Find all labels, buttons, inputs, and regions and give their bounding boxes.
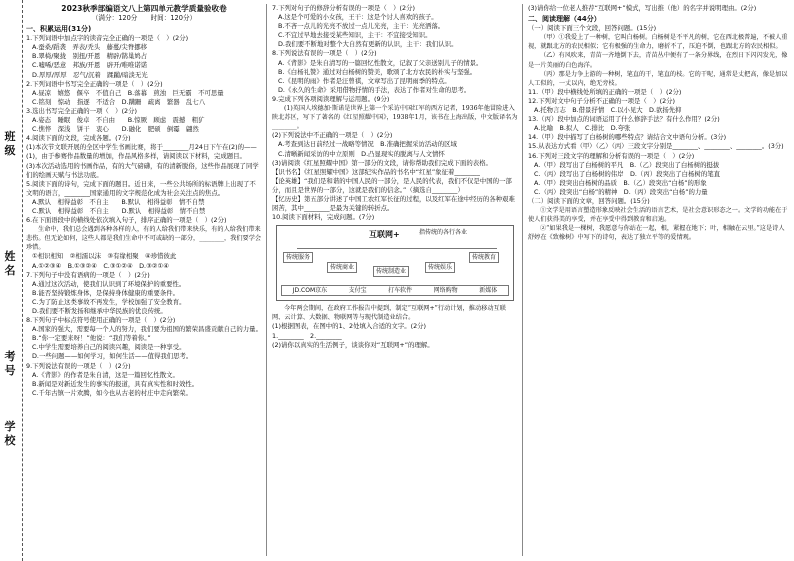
question-text: 【识书名】《红星照耀中国》这部纪实作品的书名中“红星”象征着________ [272, 167, 480, 176]
question-text: (2)请你以真实的生活例子，谈谈你对“互联网+”的理解。 [272, 340, 434, 349]
answer-options: C.憔悴 深浅 饼干 衷心 D.融化 肥硕 倒霉 翩然 [32, 125, 199, 134]
answer-options: B.《白杨礼赞》通过对白杨树的赞美，歌颂了北方农民的朴实与坚强。 [278, 67, 477, 76]
answer-options: D.厚厚/厚厚 忍气/沉着 蹂躏/暗淡无光 [32, 70, 148, 79]
diagram-bottom-item: 打车软件 [388, 287, 413, 295]
diagram-line [297, 248, 497, 249]
question-text: 12.下列对文中句子分析不正确的一项是（ ）(2分) [528, 96, 676, 105]
question-text: 14.（甲）段中描写了白杨树的哪些特点？请结合文中语句分析。(3分) [528, 133, 727, 142]
question-text: (1)根据图表，在图中的1、2处填入合适的文字。(2分) [272, 322, 427, 331]
section-heading: 二、阅读理解（44分） [528, 15, 601, 24]
question-text: 15.从表达方式看（甲）（乙）（丙）三段文字分别是________、________、________。(3分) [528, 142, 784, 151]
diagram-node: 传统商业 [327, 262, 357, 273]
answer-options: A.昼凉 嬉悠 偃卒 不值自己 B.落幕 煎浊 巨无霸 不可思量 [32, 88, 224, 97]
question-text: 13.（丙）段中加点的词语运用了什么修辞手法？有什么作用？(2分) [528, 115, 720, 124]
answer-options: A.《背影》是朱自清写的一篇回忆性散文，记叙了父亲送别儿子的情景。 [278, 58, 483, 67]
column-2-content-bottom [272, 304, 518, 349]
answer-options: D.《永久的生命》采用借物抒情的手法，表达了作者对生命的思考。 [278, 85, 471, 94]
question-text: 5.阅读下面的诗句，完成下面的题目。近日来，一些公共场所的标语牌上出现了不文明的语言，________国家通用的文字规范化成为社会关注点的焦点。 [26, 179, 256, 197]
question-text: (2)下列说法中不正确的一项是（ ）(2分) [272, 131, 393, 140]
answer-options: D.我们要不断地对整个大自然有更新的认识，主干：我们认识。 [278, 40, 458, 49]
diagram-bottom-item: 新媒体 [479, 287, 498, 295]
answer-options: A.比喻 B.拟人 C.排比 D.夸张 [534, 124, 631, 133]
reading-passage: 今年两会期间，在政府工作报告中提到，制定“互联网+”行动计划，推动移动互联网、云计算、大数据、物联网等与现代制造业结合。 [272, 305, 506, 322]
diagram-top-label: 指传统的各行各业 [419, 229, 468, 237]
answer-options: C.《昆明的雨》作者是汪曾祺，文章写出了昆明雨季的特点。 [278, 76, 451, 85]
answer-options: C.千年古镇一片欢腾，如今也从古老的村庄中走向繁荣。 [32, 388, 192, 397]
question-text: 3.选出书写完全正确的一项（ ）(2分) [26, 106, 138, 115]
reading-passage: ②“如果我是一棵树，我愿意与你站在一起，根，紧握在地下；叶，相触在云里。”这是诗人舒婷在《致橡树》中写下的诗句，表达了独立平等的爱情观。 [528, 225, 785, 242]
diagram-node: 传统服务 [283, 252, 313, 263]
question-text: 2.下列词语中书写完全正确的一项是（ ）(2分) [26, 79, 163, 88]
diagram-hub: 互联网+ [369, 230, 400, 240]
gutter-label-class: 班级 [4, 130, 16, 157]
question-text: 1.下列词语中加点字的读音完全正确的一项是（ ）(2分) [26, 34, 189, 43]
question-text: 9.完成下列各项阅读理解与运用题。(9分) [272, 94, 390, 103]
answer-options: A.通过这次活动，使我们认识到了环境保护的重要性。 [32, 279, 186, 288]
answer-options: ①相识相知 ②相濡以沫 ③有缘相聚 ④珍惜彼此 [32, 252, 177, 261]
question-text: （一）阅读下面三个文段，回答问题。(15分) [528, 24, 657, 33]
answer-options: B.新闻是对新近发生的事实的报道，具有真实性和时效性。 [32, 379, 199, 388]
question-text: 8.下列句子中标点符号使用正确的一项是（ ）(2分) [26, 316, 176, 325]
answer-options: A.（甲）段突出白杨树的品质 B.（乙）段突出“白杨”的形象 [534, 178, 707, 187]
gutter-label-school: 学校 [4, 420, 16, 447]
answer-options: C.（丙）段写出了白杨树的伟岸 D.（丙）段突出了白杨树的笔直 [534, 169, 720, 178]
question-text: (3)请你给一位老人推荐“互联网+”模式，写出推（他）的名字并说明理由。(2分) [528, 4, 757, 12]
answer-options: C.嘘唏/恶意 邦族/开恩 辟开/唯唯诺诺 [32, 61, 148, 70]
question-text: 10.阅读下面材料，完成问题。(7分) [272, 213, 375, 222]
answer-options: A.国家的强大，需要每一个人的努力，我们要为祖国的繁荣昌盛贡献自己的力量。 [32, 325, 262, 334]
answer-options: A.默认 相得益彰 不自主 B.默认 相得益彰 情不自禁 [32, 197, 205, 206]
question-text: 9.下列说法有误的一项是（ ）(2分) [26, 361, 131, 370]
answer-options: A.①②③④ B.①③②④ C.③①②④ D.③②①④ [32, 261, 169, 270]
answer-options: C.清晰新闻采访的中立原则 D.凸显现实的脱离与人文情怀 [278, 149, 445, 158]
reading-passage: (1)英国人埃德加·斯诺是世界上第一个采访中国红军的西方记者，1936年他冒险进入陕北苏区，写下了著名的《红星照耀中国》，1938年1月，该书在上海出版，中文版译名为________。 [272, 105, 518, 131]
question-text: 4.阅读下面的文段，完成各题。(7分) [26, 134, 131, 143]
reading-passage: （乙）有风吹来，青苗一齐地倒下去，青苗丛中便有了一条分界线，在烈日下闪闪发光，像是一片美丽的白色海洋。 [528, 52, 788, 69]
diagram-node: 传统制造业 [373, 266, 409, 277]
question-text: 1.________ 2.________ [272, 331, 342, 340]
diagram-node: 传统娱乐 [425, 262, 455, 273]
diagram-bottom-item: JD.COM京东 [292, 287, 328, 295]
internet-plus-diagram [276, 225, 514, 301]
reading-passage: （丙）那是力争上游的一种树，笔直的干，笔直的枝。它的干呢，通常是丈把高，像是加以人工似的，一丈以内，绝无旁枝。 [528, 70, 788, 87]
question-text: 6.在下面语段中的横线处依次填入句子，排序正确的一项是（ ）(2分) [26, 216, 227, 225]
question-text: 8.下列说法有误的一项是（ ）(2分) [272, 49, 377, 58]
column-1-content [26, 25, 262, 398]
answer-options: B.不吝一点儿的光亮不放过一点儿光亮，主干：光亮洒落。 [278, 22, 445, 31]
answer-options: C.不宜过早地去接受某些知识，主干：不宜接受知识。 [278, 31, 432, 40]
answer-options: A.这是个可爱的小女孩，王干：这是个讨人喜欢的孩子。 [278, 13, 438, 22]
answer-options: A.考查到达日前经过一战略等情况 B.准确把握采访活动的区域 [278, 140, 457, 149]
gutter-label-number: 考号 [4, 350, 16, 377]
question-text: 16.下列对三段文字的理解和分析有误的一项是（ ）(2分) [528, 151, 695, 160]
exam-subtitle: （满分：120分 时间：120分） [91, 14, 197, 22]
answer-options: B.能否坚持锻炼身体，是保持身体健康的重要条件。 [32, 288, 180, 297]
binding-gutter [0, 0, 23, 561]
reading-passage: ①文学是用语言塑造形象反映社会生活的语言艺术，是社会意识形态之一。文学的功能在于使人们获得美的享受，并在享受中得到教育和启迪。 [528, 207, 788, 224]
question-text: 7.下列句子中没有语病的一项是（ ）(2分) [26, 270, 150, 279]
answer-options: B.翠椅/聚拢 别扭/开恩 精辟/鹊巢鸠占 [32, 52, 148, 61]
answer-options: D.我们要不断发扬和继承中华民族的优良传统。 [32, 307, 167, 315]
reading-passage: 生命中，我们总会遇到各种各样的人，有的人给我们带来快乐，有的人给我们带来悲伤。但无论如何，这些人都是我们生命中不可或缺的一部分，________，我们要学会珍惜。 [26, 226, 262, 252]
column-divider [266, 4, 267, 556]
answer-options: C.为了防止这类事故不再发生，学校加强了安全教育。 [32, 297, 186, 306]
answer-options: C.铭刻 惊动 指逐 不适合 D.蹒跚 疏离 繁器 乱七八 [32, 97, 206, 106]
answer-options: A.托物言志 B.借景抒情 C.以小见大 D.欲扬先抑 [534, 106, 682, 115]
question-text: 11.（甲）段中横线处所填的正确的一项是（ ）(2分) [528, 87, 682, 96]
column-1 [26, 4, 262, 398]
answer-options: C.中学生需要培养自己的阅读兴趣，阅读是一种享受。 [32, 343, 186, 352]
answer-options: A.《背影》的作者是朱自清，这是一篇回忆性散文。 [32, 370, 179, 379]
question-text: 【忆历史】第五部分讲述了中国工农红军长征的过程，以及红军在途中经历的各种艰难困苦，其中________是最为关键的转折点。 [272, 194, 515, 213]
question-text: (1)本次节文联开展的全区中学生书画比赛，将于________月24日下午在(2)的——(1)，由于参赛作品数量的增加，作品风格多样，请阅读以下材料，完成题目。 [26, 143, 257, 161]
answer-options: C.默认 相得益彰 不自主 D.默认 相得益彰 情不自禁 [32, 206, 206, 215]
column-2 [272, 4, 518, 350]
answer-options: D.一些问题——如何学习，如何生活——值得我们思考。 [32, 352, 193, 361]
answer-options: A.姿态 睡眠 俊卓 不自由 B.惊厥 顾虑 震撼 粗犷 [32, 116, 205, 125]
diagram-bottom-item: 支付宝 [348, 287, 367, 295]
question-text: (3)请阅读《红星照耀中国》第一部分的文段，请你帮助我们完成下面的表格。 [272, 158, 492, 167]
column-2-content-top [272, 4, 518, 222]
exam-title: 2023秋季部编语文八上第四单元教学质量验收卷 [61, 4, 227, 13]
column-divider [522, 4, 523, 556]
column-3 [528, 4, 788, 242]
question-text: 【论英雄】“我们是和谐的中国人民的一部分，是人民的代表，我们不仅是中国的一部分，而且是世界的一部分，这就是我们的信念。”（摘选自________） [272, 176, 512, 194]
answer-options: B.“你一定要来呀！”他说：“我们等着你。” [32, 334, 151, 343]
diagram-node: 传统教育 [469, 252, 499, 263]
question-text: (3)本次活动选用的书画作品，有的大气磅礴，有的清新脱俗，这些作品展现了同学们的绘画天赋与书法功底。 [26, 161, 259, 179]
answer-options: C.（丙）段突出“白杨”的精神 D.（丙）段突出“白杨”的力量 [534, 187, 708, 196]
answer-options: A.（甲）段写出了白杨树的平凡 B.（乙）段突出了白杨树的挺拔 [534, 160, 720, 169]
question-text: （二）阅读下面的文章，回答问题。(15分) [528, 196, 650, 205]
diagram-bottom-bar [281, 285, 509, 296]
column-3-content [528, 4, 788, 242]
section-heading: 一、积累运用(31分) [26, 25, 92, 34]
question-text: 7.下列对句子的修辞分析有误的一项是（ ）(2分) [272, 4, 415, 12]
diagram-bottom-item: 网络购物 [433, 287, 458, 295]
reading-passage: （甲）①我爱上了一种树，它叫白杨树。白杨树是不平凡的树，它在西北极普遍，不被人重视，就跟北方的农民相似；它有极强的生命力，磨折不了，压迫不倒，也跟北方的农民相似。 [528, 34, 788, 51]
gutter-label-name: 姓名 [4, 250, 16, 277]
answer-options: A.蚕桑/蹈袭 弄表/秃头 藤蔓/尖脊挪移 [32, 43, 147, 52]
